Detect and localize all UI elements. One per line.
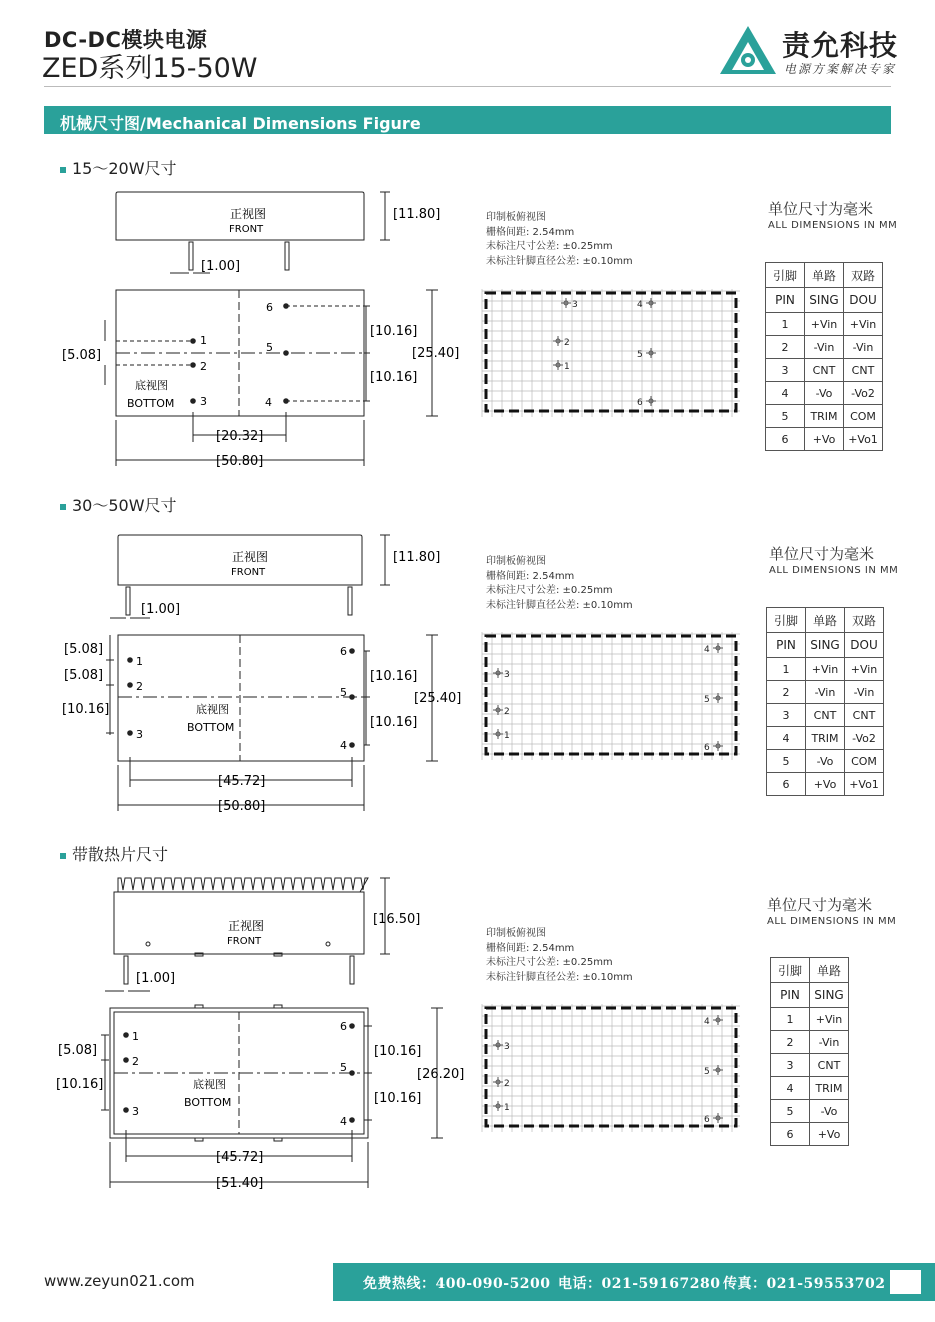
footer-contact-bar (333, 1263, 935, 1301)
subsection-title-3: 带散热片尺寸 (60, 842, 168, 865)
dim-length: [50.80] (216, 454, 264, 469)
brand-slogan: 电源方案解决专家 (784, 62, 897, 76)
table-row: 4 TRIM -Vo2 (767, 727, 884, 750)
svg-text:FRONT: FRONT (231, 567, 266, 578)
svg-text:1: 1 (564, 362, 570, 372)
svg-text:[16.50]: [16.50] (373, 912, 421, 927)
drawing-15-20w (50, 180, 480, 475)
subsection-title-1: 15～20W尺寸 (60, 156, 177, 179)
table-row: 2 -Vin (771, 1031, 849, 1054)
svg-text:[10.16]: [10.16] (370, 715, 418, 730)
svg-text:[5.08]: [5.08] (58, 1043, 98, 1058)
svg-text:[45.72]: [45.72] (216, 1150, 264, 1165)
pin-table-3: 引脚 单路 PIN SING 1 +Vin 2 -Vin 3 CNT 4 TRIM 5 -Vo 6 +Vo (770, 957, 849, 1146)
dim-pitch-b: [10.16] (370, 324, 418, 339)
svg-text:1: 1 (136, 655, 143, 668)
svg-text:[10.16]: [10.16] (370, 669, 418, 684)
pcb-note-2: 印制板俯视图 栅格间距: 2.54mm 未标注尺寸公差: ±0.25mm 未标注针脚直径公差: ±0.10mm (486, 556, 633, 611)
heatsink-fins (118, 878, 368, 892)
svg-text:3: 3 (504, 670, 510, 680)
svg-text:3: 3 (136, 728, 143, 741)
svg-text:5: 5 (637, 350, 643, 360)
dim-height: [11.80] (393, 207, 441, 222)
table-row: 3 CNT CNT (766, 359, 883, 382)
svg-text:[1.00]: [1.00] (136, 971, 176, 986)
pin-label: 1 (200, 334, 207, 347)
pcb-grid-2 (480, 628, 745, 763)
dim-pitch-c: [10.16] (370, 370, 418, 385)
pin-label: 6 (266, 301, 273, 314)
pin-label: 4 (265, 396, 272, 409)
svg-text:2: 2 (564, 338, 570, 348)
svg-text:4: 4 (340, 1115, 347, 1128)
bottom-label-en: BOTTOM (127, 397, 175, 410)
bottom-label-cn: 底视图 (135, 379, 168, 392)
svg-text:6: 6 (637, 398, 643, 408)
table-row: 5 -Vo (771, 1100, 849, 1123)
pcb-grid-3 (480, 1000, 745, 1135)
table-row: 1 +Vin (771, 1008, 849, 1031)
doc-title-line2: ZED系列15-50W (42, 53, 258, 84)
footer-phone: 电话：021-59167280 (558, 1276, 721, 1292)
svg-text:4: 4 (340, 739, 347, 752)
subsection-title-2: 30～50W尺寸 (60, 493, 177, 516)
svg-text:[50.80]: [50.80] (218, 799, 266, 814)
table-row: 4 TRIM (771, 1077, 849, 1100)
header-divider (44, 86, 891, 87)
svg-text:6: 6 (704, 743, 710, 753)
pcb-grid-1 (480, 285, 745, 420)
pin-label: 5 (266, 341, 273, 354)
svg-text:6: 6 (340, 645, 347, 658)
pin-table-1: 引脚 单路 双路 PIN SING DOU 1 +Vin +Vin 2 -Vin -Vin 3 CNT CNT 4 -Vo -Vo2 5 TRIM COM 6 +Vo +Vo1 (765, 262, 883, 451)
svg-text:FRONT: FRONT (227, 936, 262, 947)
table-row: 3 CNT CNT (767, 704, 884, 727)
svg-text:5: 5 (340, 1061, 347, 1074)
footer-website[interactable]: www.zeyun021.com (44, 1272, 195, 1290)
svg-text:1: 1 (132, 1030, 139, 1043)
svg-text:BOTTOM: BOTTOM (184, 1096, 232, 1109)
table-row: 3 CNT (771, 1054, 849, 1077)
pin-label: 3 (200, 395, 207, 408)
svg-text:正视图: 正视图 (228, 919, 265, 933)
footer-hotline: 免费热线：400-090-5200 (363, 1276, 551, 1292)
svg-text:5: 5 (704, 1067, 710, 1077)
pcb-note-1: 印制板俯视图 栅格间距: 2.54mm 未标注尺寸公差: ±0.25mm 未标注针脚直径公差: ±0.10mm (486, 212, 633, 267)
drawing-30-50w (50, 525, 480, 820)
svg-text:[25.40]: [25.40] (414, 691, 462, 706)
footer-fax: 传真：021-59553702 (723, 1276, 886, 1292)
company-logo-icon (718, 24, 778, 76)
table-row: 6 +Vo +Vo1 (767, 773, 884, 796)
svg-text:底视图: 底视图 (193, 1078, 226, 1091)
svg-text:4: 4 (704, 1017, 710, 1027)
table-row: 4 -Vo -Vo2 (766, 382, 883, 405)
dim-inner-len: [20.32] (216, 429, 264, 444)
svg-text:2: 2 (132, 1055, 139, 1068)
svg-text:2: 2 (504, 1079, 510, 1089)
svg-text:2: 2 (136, 680, 143, 693)
brand-name: 责允科技 (782, 29, 899, 62)
units-en: ALL DIMENSIONS IN MM (768, 220, 898, 231)
svg-text:4: 4 (704, 645, 710, 655)
svg-text:[10.16]: [10.16] (62, 702, 110, 717)
svg-text:1: 1 (504, 731, 510, 741)
svg-text:6: 6 (704, 1115, 710, 1125)
svg-text:[5.08]: [5.08] (64, 642, 104, 657)
svg-text:3: 3 (504, 1042, 510, 1052)
svg-text:5: 5 (340, 686, 347, 699)
svg-text:[11.80]: [11.80] (393, 550, 441, 565)
svg-text:3: 3 (572, 300, 578, 310)
svg-text:1: 1 (504, 1103, 510, 1113)
svg-text:3: 3 (132, 1105, 139, 1118)
svg-text:[45.72]: [45.72] (218, 774, 266, 789)
table-row: 1 +Vin +Vin (767, 658, 884, 681)
doc-title-line1: DC-DC模块电源 (44, 28, 208, 52)
svg-text:[1.00]: [1.00] (141, 602, 181, 617)
svg-text:[26.20]: [26.20] (417, 1067, 465, 1082)
drawing-heatsink (50, 868, 480, 1198)
front-label-en: FRONT (229, 224, 264, 235)
svg-text:4: 4 (637, 300, 643, 310)
table-row: 5 TRIM COM (766, 405, 883, 428)
units-cn: 单位尺寸为毫米 (768, 200, 874, 218)
svg-text:6: 6 (340, 1020, 347, 1033)
svg-text:[10.16]: [10.16] (374, 1091, 422, 1106)
svg-text:[51.40]: [51.40] (216, 1176, 264, 1191)
svg-text:[10.16]: [10.16] (56, 1077, 104, 1092)
svg-text:底视图: 底视图 (196, 703, 229, 716)
dim-pin-dia: [1.00] (201, 259, 241, 274)
table-row: 6 +Vo (771, 1123, 849, 1146)
svg-text:2: 2 (504, 707, 510, 717)
dim-width: [25.40] (412, 346, 460, 361)
pcb-note-3: 印制板俯视图 栅格间距: 2.54mm 未标注尺寸公差: ±0.25mm 未标注针脚直径公差: ±0.10mm (486, 928, 633, 983)
table-row: 1 +Vin +Vin (766, 313, 883, 336)
section-header-bar (44, 106, 891, 134)
table-row: 2 -Vin -Vin (766, 336, 883, 359)
table-row: 5 -Vo COM (767, 750, 884, 773)
dim-pitch-a: [5.08] (62, 348, 102, 363)
svg-text:[5.08]: [5.08] (64, 668, 104, 683)
svg-text:[10.16]: [10.16] (374, 1044, 422, 1059)
svg-text:5: 5 (704, 695, 710, 705)
section-title: 机械尺寸图/Mechanical Dimensions Figure (60, 114, 421, 133)
table-row: 6 +Vo +Vo1 (766, 428, 883, 451)
svg-text:正视图: 正视图 (232, 550, 269, 564)
page-number-box (890, 1270, 921, 1294)
table-row: 2 -Vin -Vin (767, 681, 884, 704)
pin-table-2: 引脚 单路 双路 PIN SING DOU 1 +Vin +Vin 2 -Vin -Vin 3 CNT CNT 4 TRIM -Vo2 5 -Vo COM 6 +Vo +Vo1 (766, 607, 884, 796)
pin-label: 2 (200, 360, 207, 373)
front-label-cn: 正视图 (230, 207, 267, 221)
svg-text:BOTTOM: BOTTOM (187, 721, 235, 734)
